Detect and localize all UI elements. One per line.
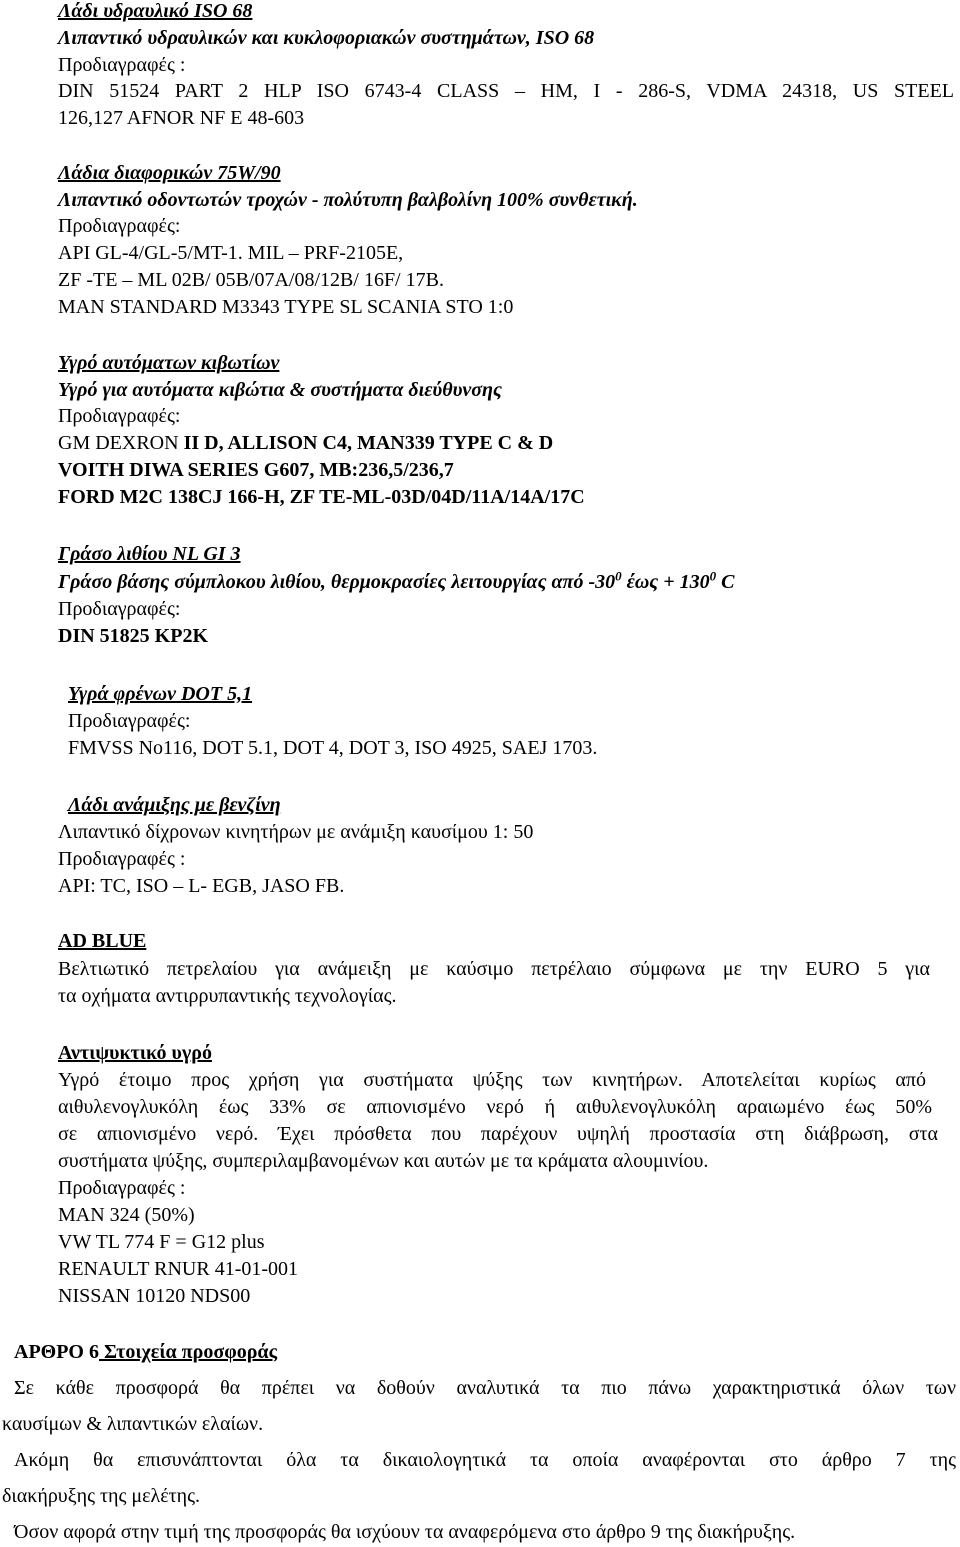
differential-oil-spec-line: MAN STANDARD M3343 TYPE SL SCANIA STO 1:0 [58, 296, 514, 318]
atf-subtitle: Υγρό για αυτόματα κιβώτια & συστήματα διεύθυνσης [58, 379, 502, 401]
article-title: Στοιχεία προσφοράς [99, 1341, 278, 1363]
degree-superscript: 0 [615, 568, 622, 584]
atf-spec-line: VOITH DIWA SERIES G607, MB:236,5/236,7 [58, 459, 454, 481]
antifreeze-spec-line: MAN 324 (50%) [58, 1204, 195, 1226]
atf-spec-line-part: II D, ALLISON C4, MAN339 TYPE C & D [183, 432, 554, 454]
atf-title: Υγρό αυτόματων κιβωτίων [58, 352, 280, 374]
two-stroke-oil-spec-label: Προδιαγραφές : [58, 848, 186, 870]
antifreeze-spec-line: VW TL 774 F = G12 plus [58, 1231, 265, 1253]
antifreeze-text: Υγρό έτοιμο προς χρήση για συστήματα ψύξης των κινητήρων. Αποτελείται κυρίως από [58, 1069, 926, 1091]
hydraulic-oil-subtitle: Λιπαντικό υδραυλικών και κυκλοφοριακών συστημάτων, ISO 68 [58, 27, 595, 49]
differential-oil-subtitle: Λιπαντικό οδοντωτών τροχών - πολύτυπη βαλβολίνη 100% συνθετική. [58, 189, 638, 211]
antifreeze-text: σε απιονισμένο νερό. Έχει πρόσθετα που παρέχουν υψηλή προστασία στη διάβρωση, στα [58, 1123, 938, 1145]
grease-subtitle-part: έως + 130 [621, 571, 710, 593]
grease-subtitle-part: C [716, 571, 735, 593]
article-6-heading [14, 1340, 277, 1364]
antifreeze-text: συστήματα ψύξης, συμπεριλαμβανομένων και αυτών με τα κράματα αλουμινίου. [58, 1150, 709, 1172]
article-paragraph-line: Όσον αφορά στην τιμή της προσφοράς θα ισχύουν τα αναφερόμενα στο άρθρο 9 της διακήρυξης. [14, 1521, 796, 1543]
article-paragraph-line: διακήρυξης της μελέτης. [2, 1485, 201, 1507]
antifreeze-spec-line: NISSAN 10120 NDS00 [58, 1285, 251, 1307]
differential-oil-spec-label: Προδιαγραφές: [58, 215, 181, 237]
atf-spec-line [58, 431, 553, 455]
hydraulic-oil-title: Λάδι υδραυλικό ISO 68 [58, 0, 253, 22]
differential-oil-spec-line: ZF -TE – ML 02B/ 05B/07A/08/12B/ 16F/ 17B. [58, 269, 444, 291]
grease-subtitle-part: Γράσο βάσης σύμπλοκου λιθίου, θερμοκρασίες λειτουργίας από -30 [58, 571, 616, 593]
brake-fluid-title: Υγρά φρένων DOT 5,1 [68, 683, 253, 705]
grease-title: Γράσο λιθίου NL GI 3 [58, 543, 241, 565]
antifreeze-spec-label: Προδιαγραφές : [58, 1177, 186, 1199]
antifreeze-title: Αντιψυκτικό υγρό [58, 1042, 212, 1064]
atf-spec-label: Προδιαγραφές: [58, 405, 181, 427]
ad-blue-text: τα οχήματα αντιρρυπαντικής τεχνολογίας. [58, 985, 397, 1007]
grease-spec-line: DIN 51825 KP2K [58, 625, 208, 647]
atf-spec-line-part: GM DEXRON [58, 432, 184, 454]
brake-fluid-spec-line: FMVSS No116, DOT 5.1, DOT 4, DOT 3, ISO 4925, SAEJ 1703. [68, 737, 598, 759]
article-paragraph-line: καυσίμων & λιπαντικών ελαίων. [2, 1413, 264, 1435]
atf-spec-line: FORD M2C 138CJ 166-H, ZF TE-ML-03D/04D/11A/14A/17C [58, 486, 585, 508]
hydraulic-oil-spec-line: DIN 51524 PART 2 HLP ISO 6743-4 CLASS – HM, I - 286-S, VDMA 24318, US STEEL [58, 80, 954, 102]
differential-oil-title: Λάδια διαφορικών 75W/90 [58, 162, 281, 184]
hydraulic-oil-spec-line: 126,127 AFNOR NF E 48-603 [58, 107, 305, 129]
ad-blue-text: Βελτιωτικό πετρελαίου για ανάμειξη με καύσιμο πετρέλαιο σύμφωνα με την EURO 5 για [58, 958, 930, 980]
antifreeze-text: αιθυλενογλυκόλη έως 33% σε απιονισμένο νερό ή αιθυλενογλυκόλη αραιωμένο έως 50% [58, 1096, 932, 1118]
article-paragraph-line: Ακόμη θα επισυνάπτονται όλα τα δικαιολογητικά τα οποία αναφέρονται στο άρθρο 7 της [14, 1449, 956, 1471]
degree-superscript: 0 [709, 568, 717, 584]
brake-fluid-spec-label: Προδιαγραφές: [68, 710, 191, 732]
grease-spec-label: Προδιαγραφές: [58, 598, 181, 620]
article-paragraph-line: Σε κάθε προσφορά θα πρέπει να δοθούν αναλυτικά τα πιο πάνω χαρακτηριστικά όλων των [14, 1377, 956, 1399]
differential-oil-spec-line: API GL-4/GL-5/MT-1. MIL – PRF-2105E, [58, 242, 404, 264]
article-number: ΑΡΘΡΟ 6 [14, 1341, 99, 1363]
two-stroke-oil-spec-line: API: TC, ISO – L- EGB, JASO FB. [58, 875, 345, 897]
grease-subtitle [58, 570, 734, 594]
ad-blue-title: AD BLUE [58, 930, 147, 952]
two-stroke-oil-subtitle: Λιπαντικό δίχρονων κινητήρων με ανάμιξη καυσίμου 1: 50 [58, 821, 534, 843]
antifreeze-spec-line: RENAULT RNUR 41-01-001 [58, 1258, 299, 1280]
two-stroke-oil-title: Λάδι ανάμιξης με βενζίνη [68, 794, 281, 816]
hydraulic-oil-spec-label: Προδιαγραφές : [58, 54, 186, 76]
